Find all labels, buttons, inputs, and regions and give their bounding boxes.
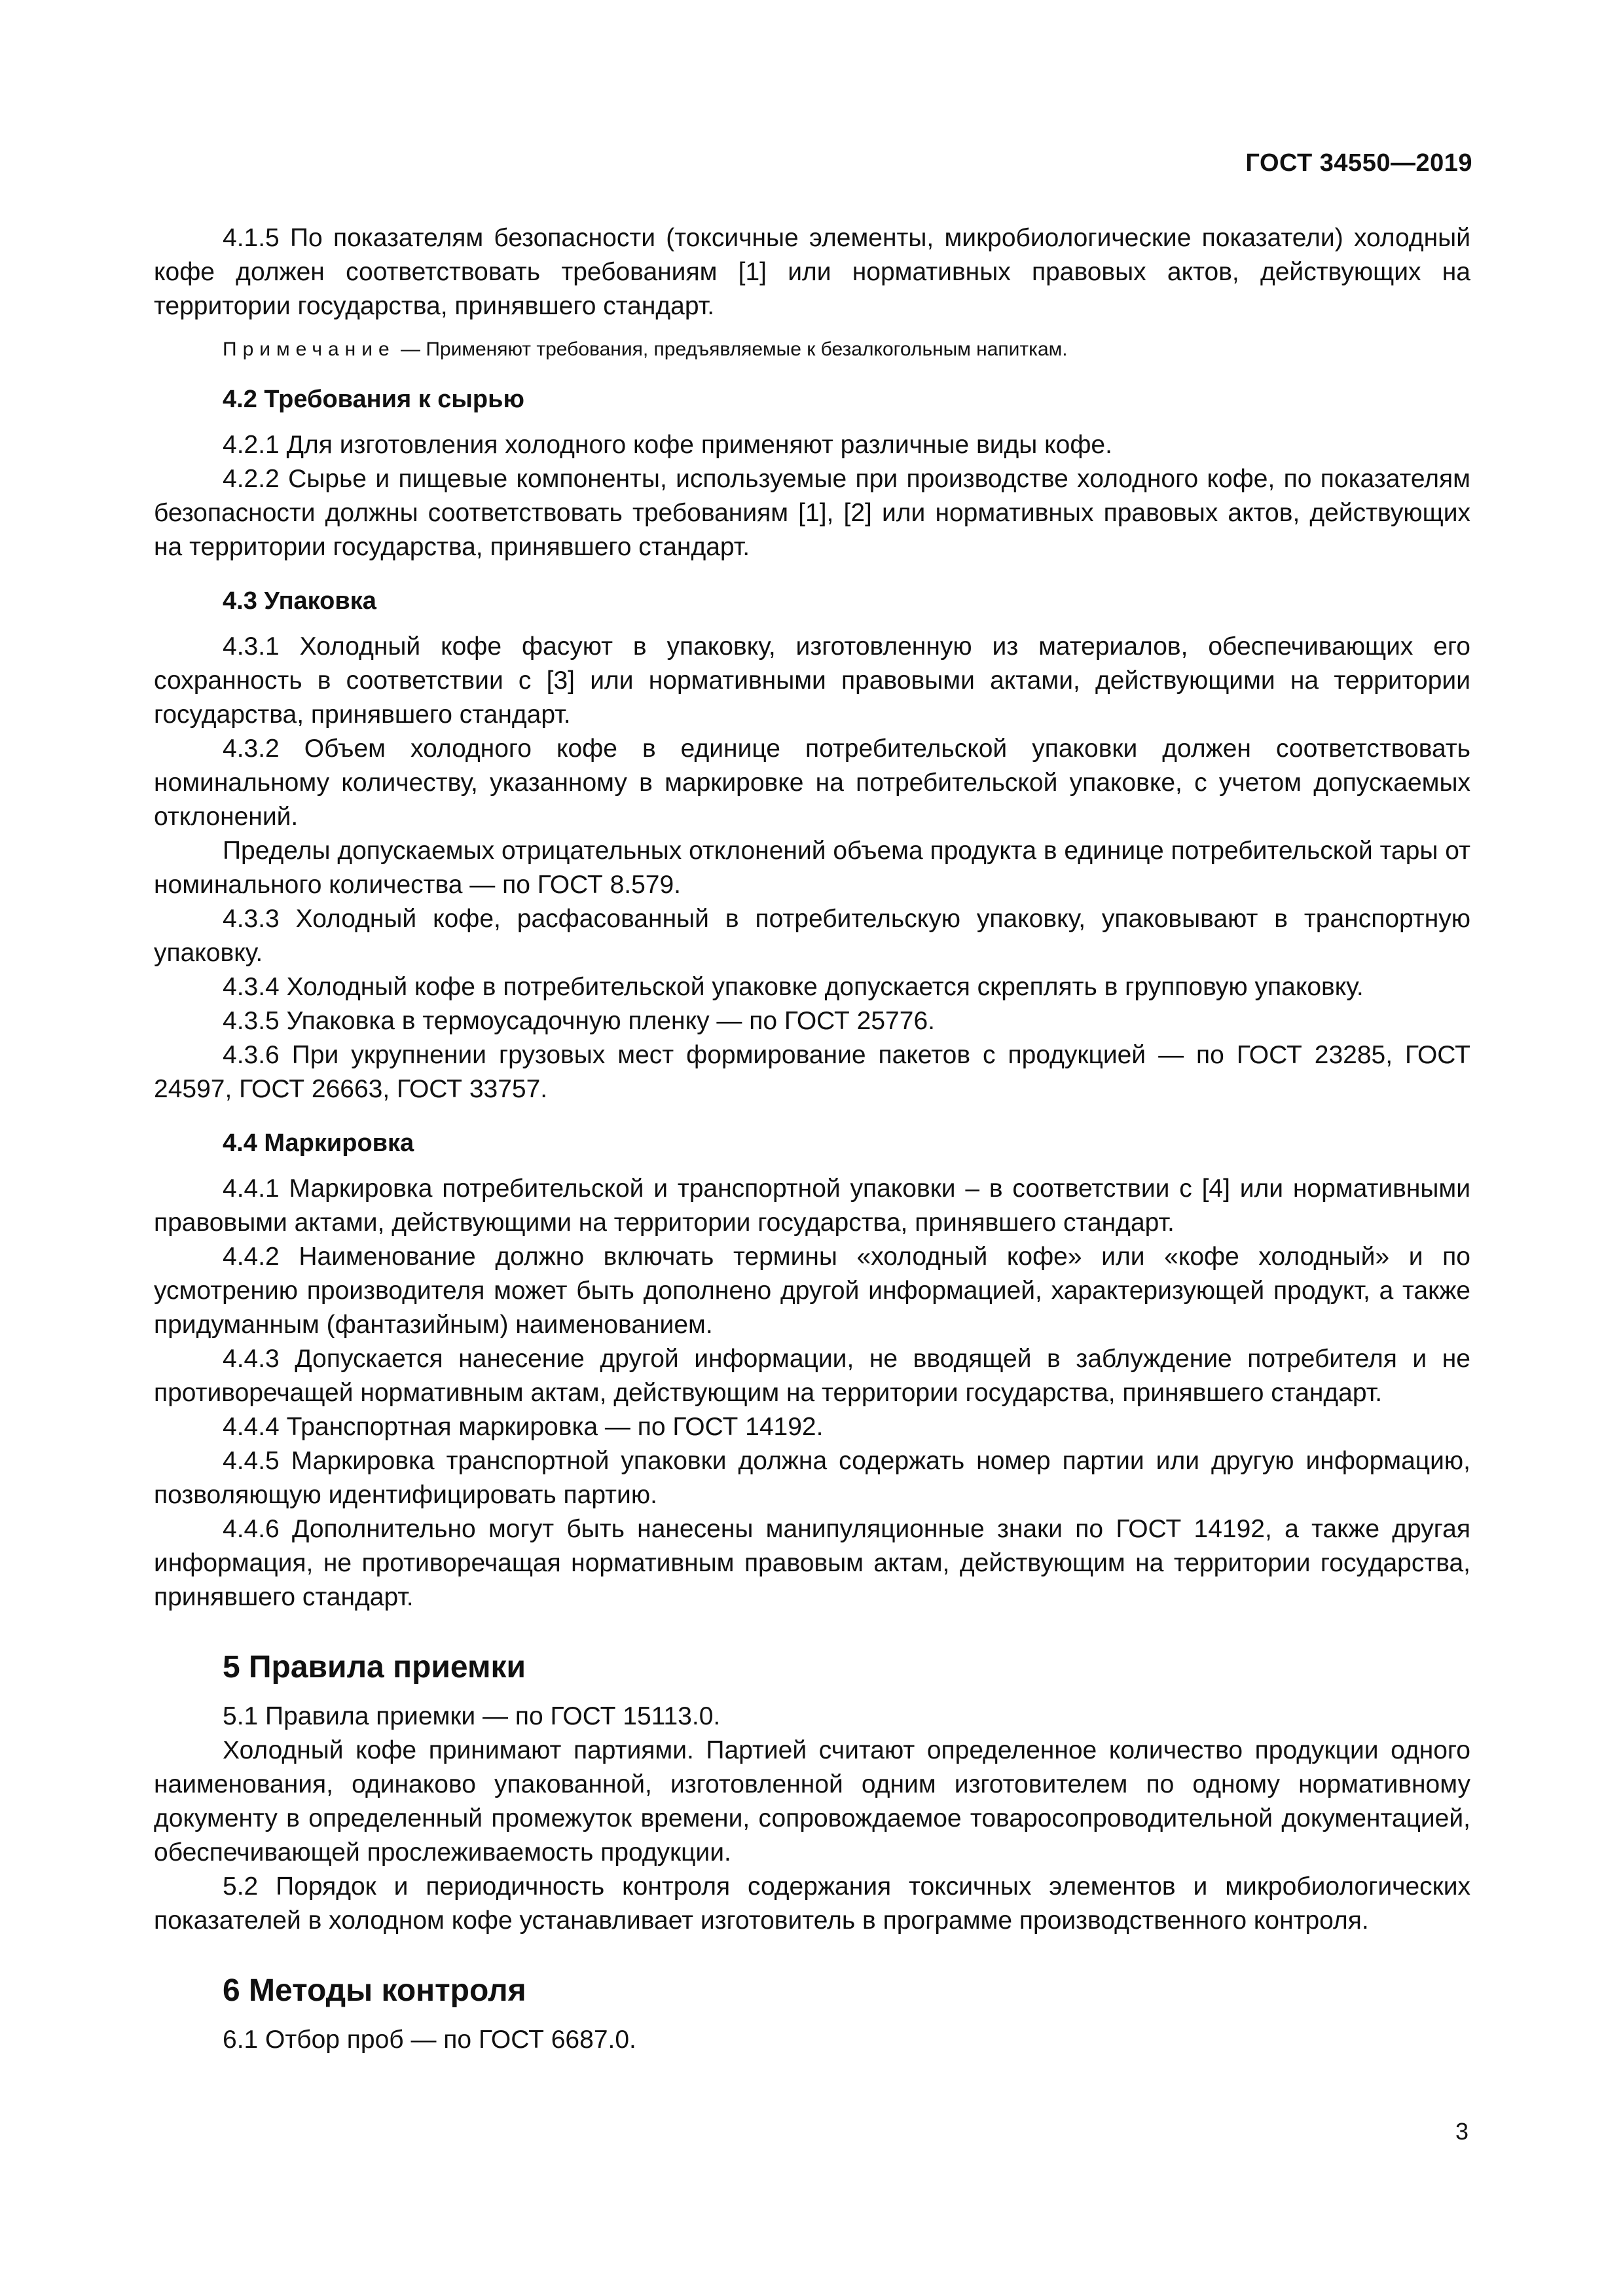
clause-4-3-1: 4.3.1 Холодный кофе фасуют в упаковку, изготовленную из материалов, обеспечивающих его сохранность в соответствии с [3] или нормативными правовыми актами, действующими на территории государства, принявшего стандарт. — [154, 632, 1470, 729]
heading-4-4: 4.4 Маркировка — [223, 1129, 414, 1157]
document-code: ГОСТ 34550—2019 — [1245, 149, 1472, 177]
clause-4-4-1: 4.4.1 Маркировка потребительской и транспортной упаковки – в соответствии с [4] или нормативными правовыми актами, действующими на территории государства, принявшего стандарт. — [154, 1175, 1470, 1237]
clause-4-4-2: 4.4.2 Наименование должно включать термины «холодный кофе» или «кофе холодный» и по усмотрению производителя может быть дополнено другой информацией, характеризующей продукт, а также придуманным (фантазийным) наименованием. — [154, 1243, 1470, 1339]
clause-4-1-5: 4.1.5 По показателям безопасности (токсичные элементы, микробиологические показатели) холодный кофе должен соответствовать требованиям [1] или нормативных правовых актов, действующих на территории государства, принявшего стандарт. — [154, 224, 1470, 320]
clause-4-3-3: 4.3.3 Холодный кофе, расфасованный в потребительскую упаковку, упаковывают в транспортную упаковку. — [154, 905, 1470, 967]
note-label: Примечание — [223, 338, 395, 360]
clause-4-2-1: 4.2.1 Для изготовления холодного кофе применяют различные виды кофе. — [223, 431, 1112, 459]
page-number: 3 — [1455, 2118, 1468, 2145]
note-text: — Применяют требования, предъявляемые к безалкогольным напиткам. — [395, 338, 1068, 360]
heading-6: 6 Методы контроля — [223, 1973, 526, 2008]
clause-4-3-2-limits: Пределы допускаемых отрицательных отклонений объема продукта в единице потребительской тары от номинального количества — по ГОСТ 8.579. — [154, 837, 1470, 899]
clause-4-3-5: 4.3.5 Упаковка в термоусадочную пленку — по ГОСТ 25776. — [223, 1007, 935, 1035]
clause-5-1: 5.1 Правила приемки — по ГОСТ 15113.0. — [223, 1702, 721, 1730]
heading-4-3: 4.3 Упаковка — [223, 587, 376, 615]
clause-4-4-4: 4.4.4 Транспортная маркировка — по ГОСТ 14192. — [223, 1413, 824, 1441]
heading-5: 5 Правила приемки — [223, 1650, 526, 1685]
clause-6-1: 6.1 Отбор проб — по ГОСТ 6687.0. — [223, 2026, 636, 2054]
clause-4-3-4: 4.3.4 Холодный кофе в потребительской упаковке допускается скреплять в групповую упаковку. — [223, 973, 1364, 1001]
heading-4-2: 4.2 Требования к сырью — [223, 386, 524, 413]
clause-5-2: 5.2 Порядок и периодичность контроля содержания токсичных элементов и микробиологических показателей в холодном кофе устанавливает изготовитель в программе производственного контроля. — [154, 1872, 1470, 1935]
clause-4-4-3: 4.4.3 Допускается нанесение другой информации, не вводящей в заблуждение потребителя и не противоречащей нормативным актам, действующим на территории государства, принявшего стандарт. — [154, 1345, 1470, 1407]
clause-4-4-6: 4.4.6 Дополнительно могут быть нанесены манипуляционные знаки по ГОСТ 14192, а также другая информация, не противоречащая нормативным правовым актам, действующим на территории государства, принявшего стандарт. — [154, 1515, 1470, 1611]
clause-5-1-lots: Холодный кофе принимают партиями. Партией считают определенное количество продукции одного наименования, одинаково упакованной, изготовленной одним изготовителем по одному нормативному документу в определенный промежуток времени, сопровождаемое товаросопроводительной документацией, обеспечивающей прослеживаемость продукции. — [154, 1736, 1470, 1867]
clause-4-3-2: 4.3.2 Объем холодного кофе в единице потребительской упаковки должен соответствовать номинальному количеству, указанному в маркировке на потребительской упаковке, с учетом допускаемых отклонений. — [154, 735, 1470, 831]
clause-4-2-2: 4.2.2 Сырье и пищевые компоненты, используемые при производстве холодного кофе, по показателям безопасности должны соответствовать требованиям [1], [2] или нормативных правовых актов, действующих на территории государства, принявшего стандарт. — [154, 465, 1470, 561]
note — [154, 337, 1470, 363]
clause-4-4-5: 4.4.5 Маркировка транспортной упаковки должна содержать номер партии или другую информацию, позволяющую идентифицировать партию. — [154, 1447, 1470, 1509]
page-content — [154, 221, 1470, 2057]
clause-4-3-6: 4.3.6 При укрупнении грузовых мест формирование пакетов с продукцией — по ГОСТ 23285, ГОСТ 24597, ГОСТ 26663, ГОСТ 33757. — [154, 1041, 1470, 1103]
